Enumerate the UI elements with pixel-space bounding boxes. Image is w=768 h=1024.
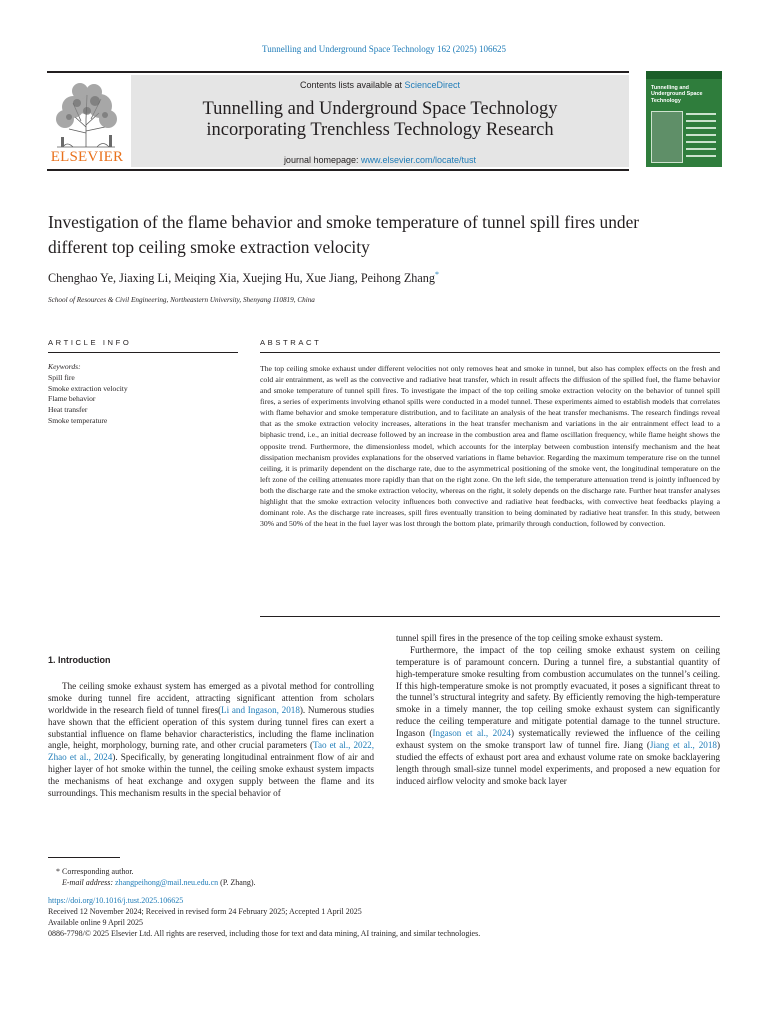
- doi-line: [48, 895, 728, 906]
- sciencedirect-link[interactable]: ScienceDirect: [404, 80, 461, 90]
- masthead-gray-box: [131, 75, 629, 167]
- available-online: Available online 9 April 2025: [48, 918, 143, 928]
- introduction-heading: 1. Introduction: [48, 655, 111, 665]
- homepage-prefix: journal homepage:: [283, 155, 361, 165]
- elsevier-wordmark: ELSEVIER: [50, 149, 124, 165]
- keywords-block: [48, 362, 238, 427]
- author-name[interactable]: Chenghao Ye: [48, 271, 114, 286]
- email-link[interactable]: zhangpeihong@mail.neu.edu.cn: [115, 878, 219, 888]
- masthead-top-rule: [47, 71, 629, 73]
- journal-title-line-1: Tunnelling and Underground Space Technology: [202, 99, 558, 119]
- email-label: E-mail address:: [62, 878, 114, 888]
- abstract-heading: ABSTRACT: [260, 338, 322, 347]
- introduction-left-column: [48, 681, 374, 800]
- email-suffix: (P. Zhang).: [220, 878, 256, 888]
- running-head[interactable]: [0, 44, 768, 54]
- author-name[interactable]: Xue Jiang: [305, 271, 355, 286]
- keyword-item: Smoke temperature: [48, 415, 108, 425]
- author-name[interactable]: Jiaxing Li: [119, 271, 169, 286]
- received-dates: Received 12 November 2024; Received in revised form 24 February 2025; Accepted 1 April 2025: [48, 906, 362, 916]
- footnote-rule: [48, 857, 120, 858]
- article-info-heading: ARTICLE INFO: [48, 338, 132, 347]
- intro-paragraph-1: The ceiling smoke exhaust system has emerged as a pivotal method for controlling smoke during tunnel fire accident, attracting significant attention from scholars worldwide in the research field of tunnel fires(Li and Ingason, 2018). Numerous studies have shown that the efficient operation of this system during tunnel fires can exert a substantial influence on flame behavior characteristics, including the flame inclination angle, height, morphology, burning rate, and other crucial parameters (Tao et al., 2022, Zhao et al., 2024). Specifically, by generating longitudinal entrainment flow of air and higher layer of hot smoke within the tunnel, the ceiling smoke exhaust system impacts the mechanisms of heat exchange and oxygen supply between the flame and its surroundings. This mechanism results in the special behavior of: [48, 681, 375, 798]
- contents-line: [131, 80, 629, 90]
- cover-contents-lines: [686, 113, 718, 162]
- email-footnote: [48, 877, 728, 888]
- introduction-right-column: [396, 633, 720, 787]
- masthead-bottom-rule: [47, 169, 629, 171]
- abstract-top-rule: [260, 352, 720, 353]
- keyword-item: Spill fire: [48, 372, 75, 382]
- author-name[interactable]: Meiqing Xia: [174, 271, 237, 286]
- journal-title: [131, 99, 629, 141]
- intro-paragraph-1-continued: tunnel spill fires in the presence of the top ceiling smoke exhaust system.: [396, 633, 663, 643]
- intro-paragraph-2: Furthermore, the impact of the top ceiling smoke exhaust system on ceiling temperature is of paramount concern. During a tunnel fire, a substantial quantity of high-temperature smoke resulting from combustion accumulates on the tunnel’s ceiling. If this high-temperature smoke is not promptly evacuated, it poses a significant threat to the tunnel’s structural integrity and safety. By efficiently removing the high-temperature smoke in a timely manner, the top ceiling smoke exhaust system can significantly reduce the ceiling temperature and mitigate potential damage to the tunnel structure. Ingason (Ingason et al., 2024) systematically reviewed the influence of the ceiling exhaust system on the smoke transport law of tunnel fire. Jiang (Jiang et al., 2018) studied the effects of exhaust port area and exhaust volume rate on smoke backlayering length through small-size tunnel model experiments, and proposed a new equation for induced airflow velocity and smoke back layer: [396, 644, 721, 786]
- footnote-mark: *: [56, 867, 60, 876]
- author-name[interactable]: Peihong Zhang: [360, 271, 435, 286]
- citation-link[interactable]: Ingason et al., 2024: [432, 728, 511, 738]
- citation-link[interactable]: Li and Ingason, 2018: [221, 704, 300, 715]
- footnotes: [48, 866, 728, 940]
- article-title: Investigation of the flame behavior and smoke temperature of tunnel spill fires under different top ceiling smoke extraction velocity: [48, 212, 640, 257]
- abstract-text: The top ceiling smoke exhaust under different velocities not only removes heat and smoke in tunnel, but also has complex effects on the fresh and cold air entrainment, as well as the convective and radiative heat transfer, which in result affects the diffusion of the spilled fuel, the flame behavior and smoke temperature of tunnel spill fires. To investigate the impact of the top ceiling smoke extraction velocity on the behavior of tunnel spill fires, a series of experiments involving ethanol spills were conducted in a model tunnel. These experiments aimed to establish models that correlates with flame behavior and smoke temperature distribution, and to facilitate an analysis of the heat transfer mechanisms. The research findings reveal that as the smoke extraction velocity increases, alterations in the heat transfer mechanism and variations in the air entrainment effect lead to a biphasic trend, i.e., an initial decrease followed by an increase in the combustion area and flame oscillation frequency, while flame height shows the opposite trend. Furthermore, the dimensionless model, which accounts for the interplay between combustion intensify mechanism and the heat dissipation mechanism provides explanations for the observed variations in flame behavior. Regarding the maximum temperature rise on the tunnel ceiling, it is primarily dependent on the discharge rate, due to the asymmetrical positioning of the smoke vent, the longitudinal temperature on the left zone of the ceiling attenuates more rapidly than that on the right zone. On the left side, the temperature attenuation trend is jointly influenced by both the discharge rate and the smoke extraction velocity, whereas on the right, it solely depends on the discharge rate. Further heat transfer analyses highlight that the smoke extraction velocity influences both convective and radiative heat feedbacks, with convective heat feedbacks playing a dominant role. As the discharge rate increases, spill fires eventually transition to being dominated by radiative heat transfer. In this study, between 30% and 50% of the heat in the fuel layer was lost through the bottom plate, primarily through conduction, followed by convection.: [260, 364, 720, 529]
- citation-link[interactable]: Tao et al., 2022, Zhao et al., 2024: [48, 740, 374, 763]
- abstract-bottom-rule: [260, 616, 720, 617]
- running-head-link[interactable]: Tunnelling and Underground Space Technology 162 (2025) 106625: [262, 44, 506, 54]
- affiliation: School of Resources & Civil Engineering, Northeastern University, Shenyang 110819, China: [48, 296, 315, 304]
- author-list: Chenghao Ye, Jiaxing Li, Meiqing Xia, Xuejing Hu, Xue Jiang, Peihong Zhang*: [48, 270, 439, 286]
- journal-title-line-2: incorporating Trenchless Technology Research: [206, 120, 554, 140]
- journal-cover-thumbnail[interactable]: [646, 71, 722, 167]
- keyword-item: Heat transfer: [48, 405, 88, 415]
- citation-link[interactable]: Jiang et al., 2018: [649, 739, 717, 750]
- keywords-label: Keywords:: [48, 362, 81, 371]
- homepage-line: [131, 155, 629, 165]
- cover-title: Tunnelling and Underground Space Technology: [651, 85, 703, 104]
- article-info-rule: [48, 352, 238, 353]
- keyword-item: Smoke extraction velocity: [48, 383, 128, 393]
- author-name[interactable]: Xuejing Hu: [242, 271, 300, 286]
- keyword-item: Flame behavior: [48, 394, 96, 404]
- journal-homepage-link[interactable]: www.elsevier.com/locate/tust: [361, 155, 477, 165]
- doi-link[interactable]: https://doi.org/10.1016/j.tust.2025.106625: [48, 895, 184, 905]
- copyright-line: 0886-7798/© 2025 Elsevier Ltd. All rights are reserved, including those for text and data mining, AI training, and similar technologies.: [48, 929, 481, 939]
- cover-top-bar: [646, 71, 722, 79]
- contents-prefix: Contents lists available at: [299, 80, 405, 90]
- cover-image: [651, 111, 683, 163]
- corresponding-footnote: [48, 866, 728, 877]
- journal-masthead: [47, 71, 629, 169]
- corresponding-author-note: Corresponding author.: [62, 867, 134, 876]
- corresponding-author-mark[interactable]: *: [434, 270, 439, 279]
